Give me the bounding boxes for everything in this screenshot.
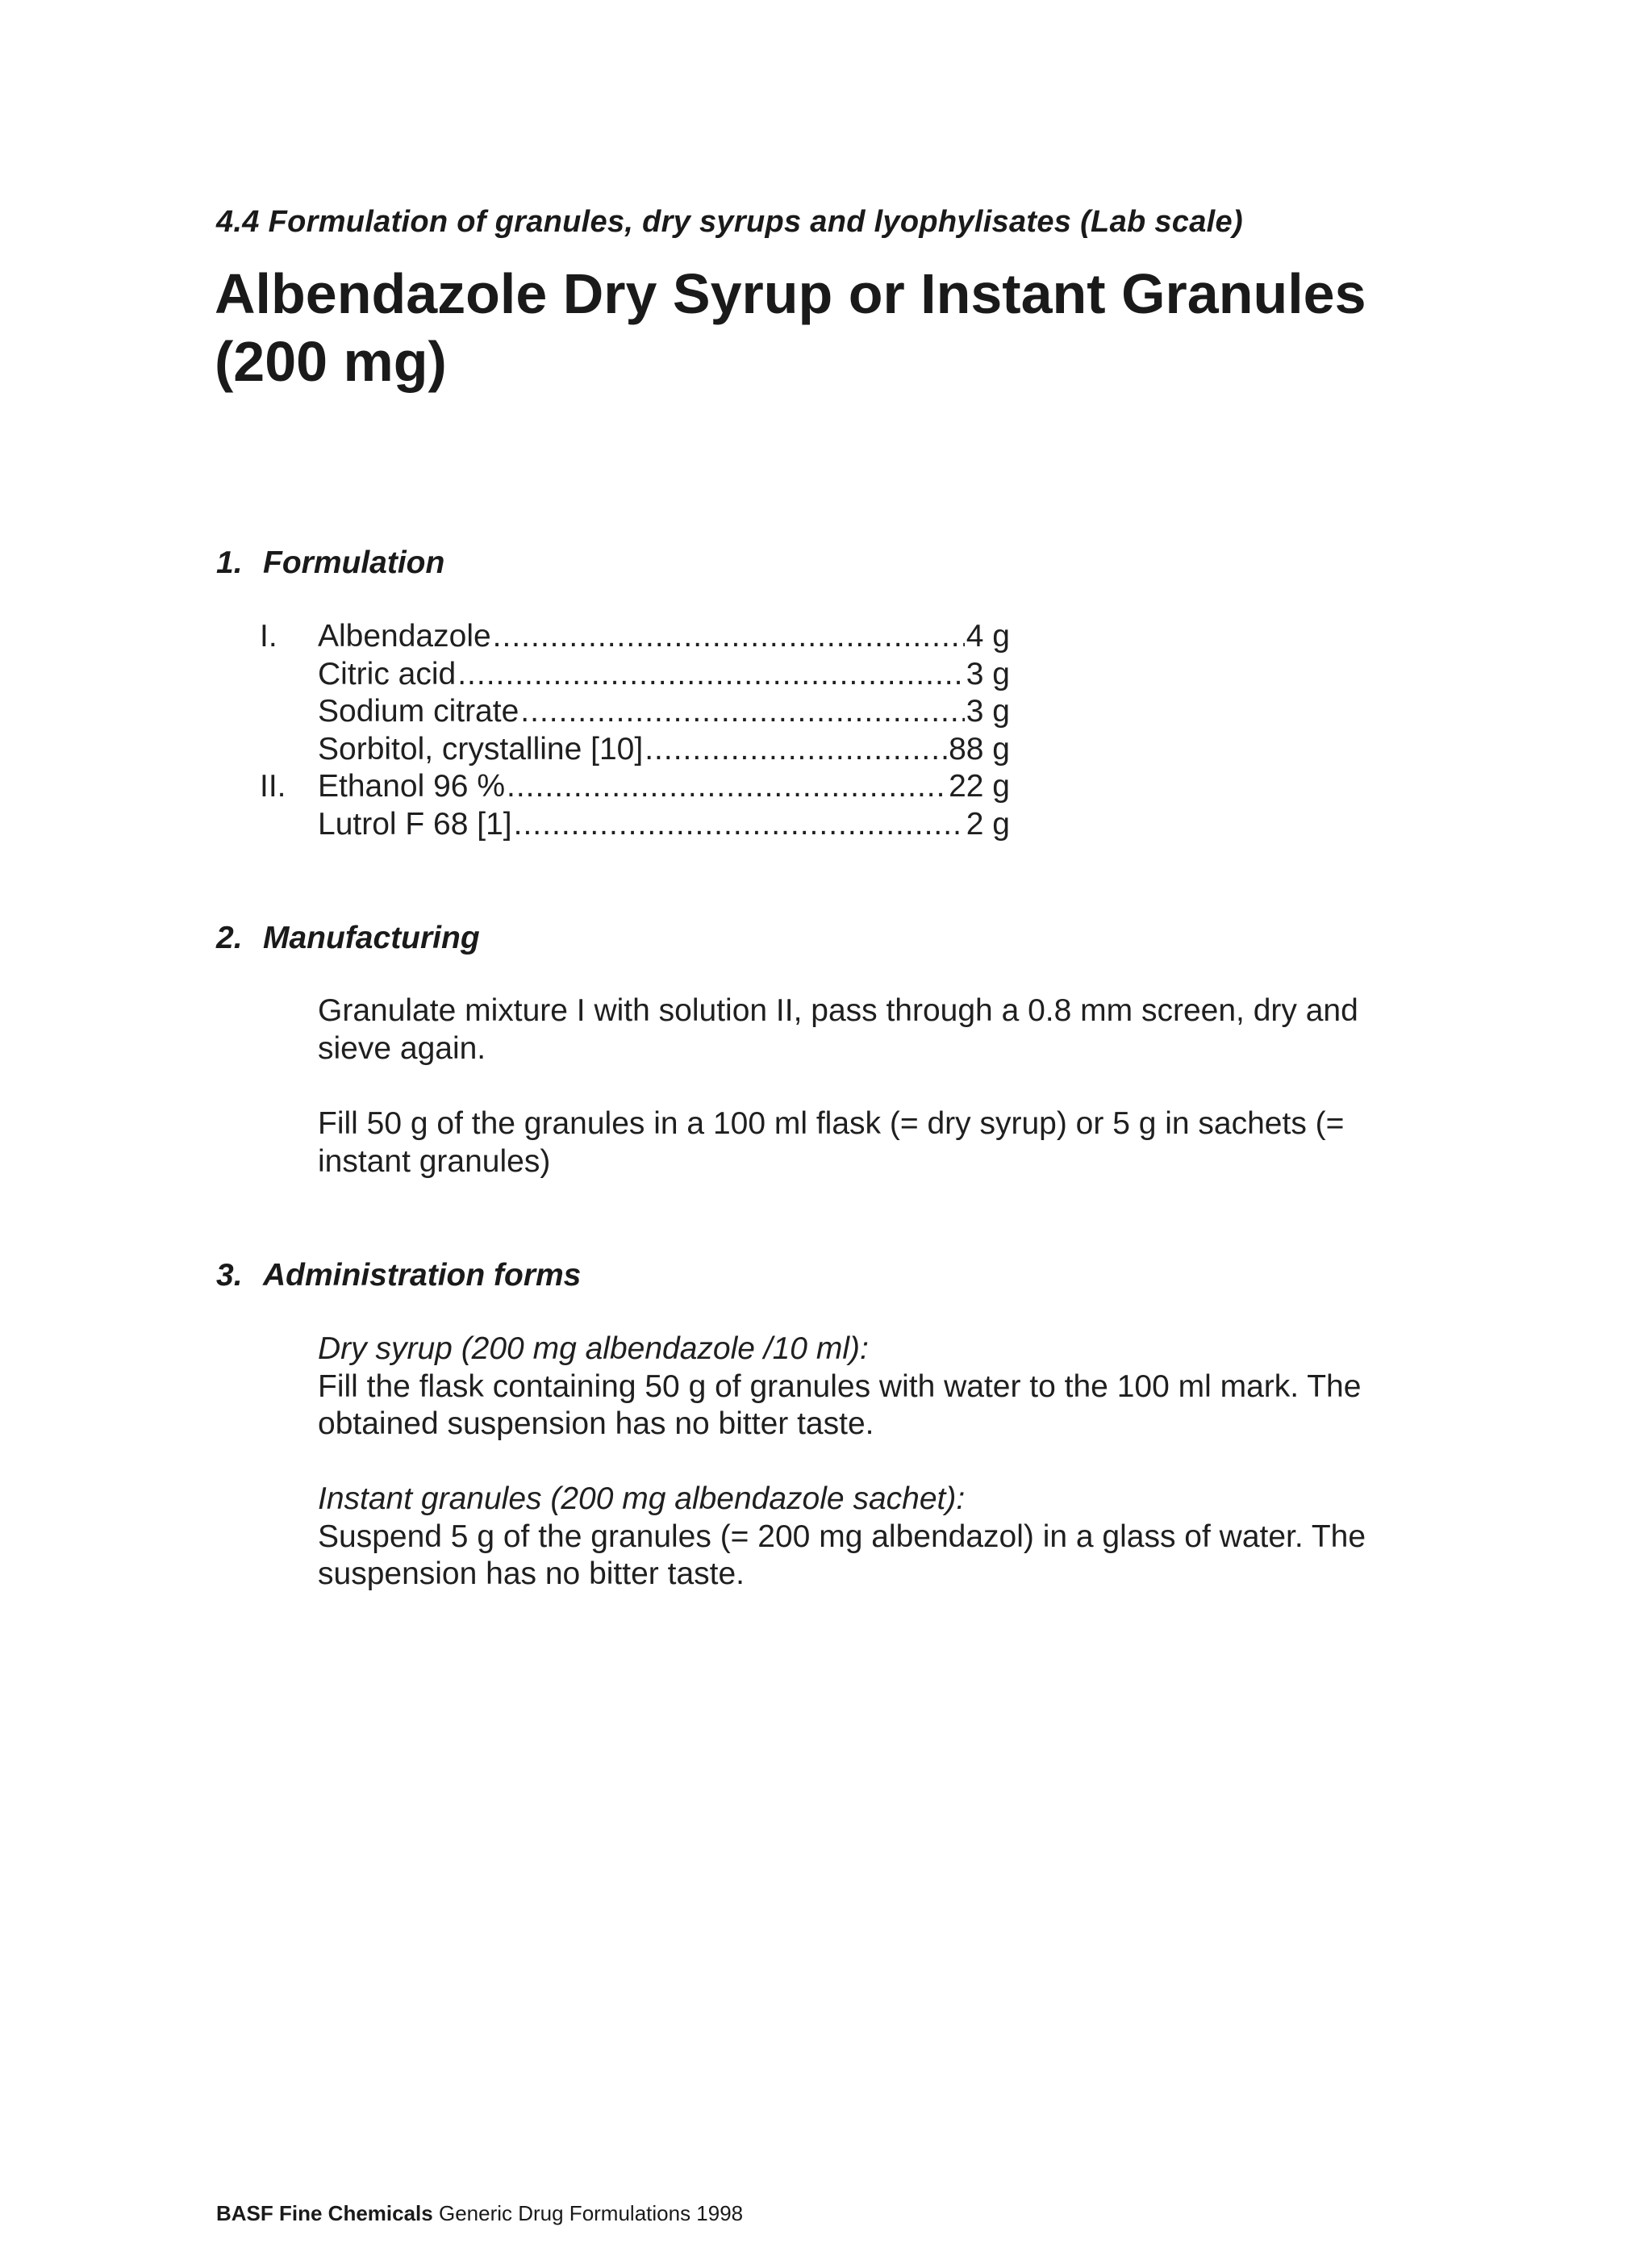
ingredient-amount: 2 g [966, 806, 1010, 842]
dry-syrup-block [318, 1331, 1366, 1443]
dot-leader [457, 656, 965, 694]
title-line-1: Albendazole Dry Syrup or Instant Granules [215, 262, 1366, 325]
ingredient-name: Citric acid [318, 656, 457, 691]
formulation-number: 1. [216, 545, 243, 580]
dot-leader [520, 693, 965, 731]
footer-text: Generic Drug Formulations 1998 [438, 2201, 744, 2225]
ingredient-row [260, 731, 1010, 769]
manufacturing-step-2: Fill 50 g of the granules in a 100 ml flask (= dry syrup) or 5 g in sachets (= instant granules) [318, 1106, 1345, 1179]
formulation-heading [216, 545, 444, 581]
dot-leader [507, 768, 947, 806]
title-line-2: (200 mg) [215, 330, 447, 393]
instant-granules-label: Instant granules (200 mg albendazole sachet): [318, 1481, 966, 1516]
ingredient-row [260, 618, 1010, 656]
ingredient-row [260, 656, 1010, 694]
page-footer [216, 2201, 743, 2226]
ingredient-row [260, 693, 1010, 731]
manufacturing-step-1: Granulate mixture I with solution II, pass through a 0.8 mm screen, dry and sieve again. [318, 993, 1358, 1066]
administration-heading-text: Administration forms [263, 1258, 582, 1293]
dot-leader [645, 731, 947, 769]
ingredient-group: II. [260, 769, 286, 804]
ingredient-name: Albendazole [318, 619, 491, 654]
dry-syrup-label: Dry syrup (200 mg albendazole /10 ml): [318, 1331, 869, 1366]
page-title [215, 260, 1425, 395]
formulation-heading-text: Formulation [263, 545, 445, 580]
dot-leader [493, 618, 965, 656]
ingredient-name: Lutrol F 68 [1] [318, 806, 512, 842]
ingredient-name: Sodium citrate [318, 694, 519, 729]
ingredient-list [260, 618, 1034, 843]
ingredient-group: I. [260, 619, 277, 654]
ingredient-amount: 88 g [949, 731, 1010, 767]
ingredient-row [260, 806, 1010, 844]
footer-brand: BASF Fine Chemicals [216, 2201, 433, 2225]
instant-granules-text: Suspend 5 g of the granules (= 200 mg albendazol) in a glass of water. The suspension has no bitter taste. [318, 1519, 1366, 1591]
ingredient-name: Ethanol 96 % [318, 769, 506, 804]
manufacturing-heading-text: Manufacturing [263, 921, 480, 955]
manufacturing-number: 2. [216, 921, 243, 955]
ingredient-amount: 3 g [966, 656, 1010, 691]
manufacturing-heading [216, 921, 480, 956]
ingredient-row [260, 768, 1010, 806]
dot-leader [514, 806, 965, 844]
dry-syrup-text: Fill the flask containing 50 g of granules with water to the 100 ml mark. The obtained suspension has no bitter taste. [318, 1368, 1362, 1441]
instant-granules-block [318, 1481, 1366, 1594]
ingredient-amount: 22 g [949, 769, 1010, 804]
administration-number: 3. [216, 1258, 243, 1293]
ingredient-amount: 4 g [966, 619, 1010, 654]
administration-heading [216, 1258, 581, 1293]
section-reference: 4.4 Formulation of granules, dry syrups and lyophylisates (Lab scale) [216, 205, 1243, 239]
ingredient-name: Sorbitol, crystalline [10] [318, 731, 644, 767]
ingredient-amount: 3 g [966, 694, 1010, 729]
